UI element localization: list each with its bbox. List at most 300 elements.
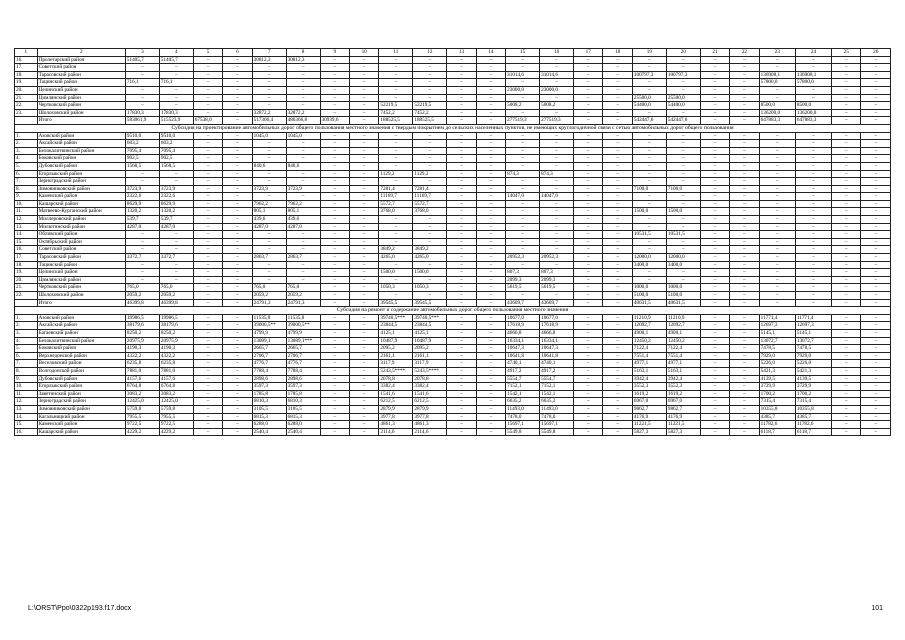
value-cell: 7929,0 bbox=[759, 352, 795, 360]
value-cell: – bbox=[349, 261, 378, 269]
table-row bbox=[15, 109, 891, 117]
value-cell: – bbox=[413, 178, 447, 186]
value-cell: – bbox=[632, 178, 666, 186]
row-number: 5. bbox=[15, 162, 38, 170]
value-cell: – bbox=[506, 147, 540, 155]
value-cell: – bbox=[223, 276, 252, 284]
value-cell: – bbox=[447, 322, 476, 330]
district-name: Дубовский район bbox=[37, 162, 125, 170]
header-cell: 25 bbox=[832, 49, 861, 57]
value-cell: – bbox=[574, 155, 603, 163]
value-cell: – bbox=[320, 284, 349, 292]
value-cell: 38179,6 bbox=[159, 322, 193, 330]
value-cell: – bbox=[700, 398, 729, 406]
row-number: 14. bbox=[15, 231, 38, 239]
header-cell: 26 bbox=[861, 49, 891, 57]
value-cell: 5827,3 bbox=[632, 428, 666, 436]
value-cell: – bbox=[603, 79, 632, 87]
value-cell: 15697,1 bbox=[540, 421, 574, 429]
value-cell: – bbox=[861, 329, 891, 337]
header-cell: 16 bbox=[540, 49, 574, 57]
value-cell: 5554,7 bbox=[540, 375, 574, 383]
value-cell: 7095,4 bbox=[159, 147, 193, 155]
value-cell: – bbox=[540, 185, 574, 193]
value-cell: 13089,1*** bbox=[286, 337, 320, 345]
value-cell: 3400,0 bbox=[666, 261, 700, 269]
value-cell: – bbox=[223, 223, 252, 231]
value-cell: – bbox=[795, 292, 831, 300]
value-cell: 12092,7 bbox=[666, 322, 700, 330]
value-cell: – bbox=[730, 299, 759, 307]
value-cell: – bbox=[795, 254, 831, 262]
value-cell: 4900,1 bbox=[666, 329, 700, 337]
value-cell: 10355,8 bbox=[759, 405, 795, 413]
value-cell: – bbox=[193, 276, 222, 284]
value-cell: 805,1 bbox=[286, 208, 320, 216]
value-cell: 765,0 bbox=[159, 284, 193, 292]
value-cell: – bbox=[506, 140, 540, 148]
value-cell: 11535,8 bbox=[286, 314, 320, 322]
value-cell: 31014,6 bbox=[540, 71, 574, 79]
value-cell: 1700,2 bbox=[795, 390, 831, 398]
value-cell: – bbox=[759, 86, 795, 94]
value-cell: – bbox=[252, 238, 286, 246]
value-cell: 57800,0 bbox=[795, 79, 831, 87]
value-cell: 31014,6 bbox=[506, 71, 540, 79]
row-number: 3. bbox=[15, 329, 38, 337]
value-cell: – bbox=[447, 360, 476, 368]
value-cell: – bbox=[759, 178, 795, 186]
value-cell: – bbox=[730, 216, 759, 224]
value-cell: – bbox=[320, 162, 349, 170]
value-cell: 19986,5 bbox=[159, 314, 193, 322]
value-cell: – bbox=[540, 231, 574, 239]
value-cell: – bbox=[603, 185, 632, 193]
value-cell: – bbox=[476, 86, 505, 94]
value-cell: 1000,0 bbox=[632, 284, 666, 292]
row-number bbox=[15, 117, 38, 125]
value-cell: – bbox=[700, 200, 729, 208]
value-cell: 7478,5 bbox=[759, 345, 795, 353]
table-row bbox=[15, 314, 891, 322]
value-cell: 2099,3 bbox=[540, 276, 574, 284]
value-cell: – bbox=[861, 421, 891, 429]
value-cell: – bbox=[540, 178, 574, 186]
value-cell: – bbox=[193, 261, 222, 269]
value-cell: – bbox=[193, 223, 222, 231]
value-cell: – bbox=[193, 200, 222, 208]
row-number: 21. bbox=[15, 284, 38, 292]
value-cell: – bbox=[730, 79, 759, 87]
value-cell: 11782,6 bbox=[795, 421, 831, 429]
value-cell: – bbox=[832, 314, 861, 322]
value-cell: – bbox=[320, 390, 349, 398]
value-cell: – bbox=[349, 238, 378, 246]
value-cell: 20975,9 bbox=[125, 337, 159, 345]
value-cell: – bbox=[759, 185, 795, 193]
value-cell: – bbox=[861, 162, 891, 170]
value-cell: 2059,2 bbox=[159, 292, 193, 300]
value-cell: – bbox=[413, 292, 447, 300]
district-name: Каменский район bbox=[37, 421, 125, 429]
total-row bbox=[15, 299, 891, 307]
district-name: Веселовский район bbox=[37, 360, 125, 368]
value-cell: – bbox=[447, 216, 476, 224]
row-number: 11. bbox=[15, 390, 38, 398]
value-cell: – bbox=[861, 132, 891, 140]
value-cell: – bbox=[574, 94, 603, 102]
value-cell: – bbox=[700, 375, 729, 383]
value-cell: 6288,0 bbox=[252, 421, 286, 429]
row-number: 4. bbox=[15, 155, 38, 163]
value-cell: – bbox=[759, 155, 795, 163]
value-cell: – bbox=[700, 383, 729, 391]
value-cell: 8500,0 bbox=[759, 102, 795, 110]
table-row bbox=[15, 200, 891, 208]
row-number: 16. bbox=[15, 428, 38, 436]
value-cell: 30939,6 bbox=[320, 117, 349, 125]
value-cell: 2114,6 bbox=[379, 428, 413, 436]
value-cell: – bbox=[349, 71, 378, 79]
value-cell: – bbox=[379, 223, 413, 231]
value-cell: – bbox=[795, 246, 831, 254]
value-cell: 5421,3 bbox=[795, 367, 831, 375]
value-cell: – bbox=[447, 390, 476, 398]
header-cell: 6 bbox=[223, 49, 252, 57]
district-name: Целинский район bbox=[37, 269, 125, 277]
value-cell: – bbox=[700, 208, 729, 216]
value-cell: 3729,9 bbox=[759, 383, 795, 391]
section-caption: Субсидия на проектирование автомобильных дорог общего пользования местного значения с твердым покрытием до сельских населенных пунктов, не имеющих круглогодичной связи с сетью автомобильных дорог общего пользования bbox=[15, 124, 891, 132]
value-cell: 14047,0 bbox=[540, 193, 574, 201]
table-row bbox=[15, 140, 891, 148]
value-cell: – bbox=[759, 284, 795, 292]
value-cell: – bbox=[730, 231, 759, 239]
value-cell: 12697,3 bbox=[759, 322, 795, 330]
value-cell: 4385,7 bbox=[795, 413, 831, 421]
row-number: 20. bbox=[15, 276, 38, 284]
value-cell: – bbox=[730, 360, 759, 368]
value-cell: – bbox=[666, 238, 700, 246]
value-cell: 603,2 bbox=[159, 140, 193, 148]
value-cell: – bbox=[832, 109, 861, 117]
value-cell: 13072,7 bbox=[759, 337, 795, 345]
value-cell: – bbox=[252, 147, 286, 155]
value-cell: – bbox=[700, 254, 729, 262]
value-cell: – bbox=[574, 337, 603, 345]
value-cell: – bbox=[759, 246, 795, 254]
value-cell: 7100,0 bbox=[666, 185, 700, 193]
value-cell: – bbox=[349, 185, 378, 193]
value-cell: – bbox=[379, 155, 413, 163]
value-cell: 5554,7 bbox=[506, 375, 540, 383]
value-cell: – bbox=[603, 94, 632, 102]
value-cell: – bbox=[193, 71, 222, 79]
value-cell: – bbox=[349, 170, 378, 178]
value-cell: – bbox=[320, 329, 349, 337]
value-cell: 3552,3 bbox=[666, 383, 700, 391]
value-cell: 67538,0 bbox=[193, 117, 222, 125]
value-cell: 1568,5 bbox=[125, 162, 159, 170]
district-name: Тацинский район bbox=[37, 79, 125, 87]
district-name: Егорлыкский район bbox=[37, 383, 125, 391]
district-name: Шолоховский район bbox=[37, 109, 125, 117]
value-cell: – bbox=[223, 413, 252, 421]
value-cell: – bbox=[861, 375, 891, 383]
value-cell: 2059,2 bbox=[125, 292, 159, 300]
value-cell: – bbox=[193, 398, 222, 406]
value-cell: – bbox=[349, 329, 378, 337]
value-cell: – bbox=[286, 246, 320, 254]
value-cell: – bbox=[759, 269, 795, 277]
value-cell: 3723,9 bbox=[159, 185, 193, 193]
district-name: Кагальницкий район bbox=[37, 413, 125, 421]
value-cell: 10641,8 bbox=[506, 352, 540, 360]
header-cell: 1 bbox=[15, 49, 38, 57]
value-cell: 3400,0 bbox=[632, 261, 666, 269]
value-cell: 136200,0 bbox=[759, 109, 795, 117]
value-cell: 17618,9 bbox=[506, 322, 540, 330]
value-cell: 3105,5 bbox=[286, 405, 320, 413]
value-cell: 5759,8 bbox=[125, 405, 159, 413]
value-cell: – bbox=[286, 231, 320, 239]
value-cell: – bbox=[349, 276, 378, 284]
value-cell: 11221,5 bbox=[666, 421, 700, 429]
value-cell: – bbox=[700, 193, 729, 201]
value-cell: 2161,1 bbox=[379, 352, 413, 360]
value-cell: – bbox=[730, 276, 759, 284]
value-cell: – bbox=[759, 64, 795, 72]
value-cell: 136200,0 bbox=[795, 109, 831, 117]
value-cell: 2540,4 bbox=[252, 428, 286, 436]
value-cell: 54400,0 bbox=[632, 102, 666, 110]
value-cell: 6967,0 bbox=[632, 398, 666, 406]
value-cell: – bbox=[447, 178, 476, 186]
value-cell: – bbox=[413, 64, 447, 72]
district-name: Чертковский район bbox=[37, 284, 125, 292]
value-cell: – bbox=[447, 193, 476, 201]
value-cell: 188525,5 bbox=[379, 117, 413, 125]
value-cell: – bbox=[574, 109, 603, 117]
value-cell: 7551,4 bbox=[632, 352, 666, 360]
value-cell: 5619,5 bbox=[540, 284, 574, 292]
value-cell: – bbox=[379, 292, 413, 300]
district-name: Боковский район bbox=[37, 155, 125, 163]
value-cell: – bbox=[447, 246, 476, 254]
value-cell: – bbox=[125, 102, 159, 110]
value-cell: – bbox=[666, 162, 700, 170]
value-cell: 807,3 bbox=[540, 269, 574, 277]
value-cell: – bbox=[832, 284, 861, 292]
value-cell: – bbox=[795, 86, 831, 94]
value-cell: – bbox=[730, 223, 759, 231]
value-cell: 4917,2 bbox=[540, 367, 574, 375]
value-cell: 3552,3 bbox=[632, 383, 666, 391]
value-cell: – bbox=[700, 178, 729, 186]
value-cell: 19986,5 bbox=[125, 314, 159, 322]
value-cell: – bbox=[730, 109, 759, 117]
value-cell: – bbox=[730, 193, 759, 201]
value-cell: 13089,1 bbox=[252, 337, 286, 345]
value-cell: – bbox=[159, 269, 193, 277]
value-cell: – bbox=[666, 140, 700, 148]
value-cell: 5008,2 bbox=[506, 102, 540, 110]
value-cell: – bbox=[193, 94, 222, 102]
value-cell: – bbox=[476, 56, 505, 64]
value-cell: 2322,6 bbox=[125, 193, 159, 201]
value-cell: – bbox=[603, 413, 632, 421]
value-cell: – bbox=[223, 170, 252, 178]
value-cell: – bbox=[223, 398, 252, 406]
value-cell: – bbox=[832, 322, 861, 330]
value-cell: – bbox=[730, 117, 759, 125]
value-cell: 902,5 bbox=[125, 155, 159, 163]
section-caption-row bbox=[15, 124, 891, 132]
value-cell: – bbox=[795, 261, 831, 269]
value-cell: – bbox=[632, 109, 666, 117]
value-cell: – bbox=[159, 231, 193, 239]
value-cell: – bbox=[286, 261, 320, 269]
value-cell: – bbox=[223, 162, 252, 170]
value-cell: 6118,7 bbox=[795, 428, 831, 436]
value-cell: – bbox=[574, 185, 603, 193]
value-cell: – bbox=[320, 223, 349, 231]
value-cell: – bbox=[574, 360, 603, 368]
value-cell: – bbox=[861, 413, 891, 421]
value-cell: – bbox=[832, 223, 861, 231]
value-cell: 486366,8 bbox=[286, 117, 320, 125]
value-cell: – bbox=[447, 345, 476, 353]
value-cell: 6810,3 bbox=[252, 398, 286, 406]
value-cell: 7100,0 bbox=[632, 185, 666, 193]
value-cell: – bbox=[603, 405, 632, 413]
value-cell: – bbox=[700, 428, 729, 436]
value-cell: 902,5 bbox=[159, 155, 193, 163]
value-cell: – bbox=[700, 147, 729, 155]
value-cell: – bbox=[320, 375, 349, 383]
value-cell: – bbox=[861, 314, 891, 322]
value-cell: – bbox=[861, 102, 891, 110]
value-cell: 11771,4 bbox=[759, 314, 795, 322]
value-cell: 10531,5 bbox=[632, 231, 666, 239]
value-cell: – bbox=[603, 216, 632, 224]
value-cell: – bbox=[223, 155, 252, 163]
value-cell: – bbox=[349, 421, 378, 429]
header-row bbox=[15, 49, 891, 57]
value-cell: 12000,0 bbox=[666, 254, 700, 262]
value-cell: – bbox=[700, 71, 729, 79]
header-cell: 23 bbox=[759, 49, 795, 57]
value-cell: – bbox=[506, 216, 540, 224]
value-cell: – bbox=[861, 216, 891, 224]
value-cell: 2879,9 bbox=[413, 405, 447, 413]
value-cell: 46399,8 bbox=[125, 299, 159, 307]
value-cell: – bbox=[832, 231, 861, 239]
value-cell: – bbox=[286, 269, 320, 277]
value-cell: – bbox=[603, 155, 632, 163]
value-cell: 6815,3 bbox=[286, 413, 320, 421]
value-cell: – bbox=[193, 367, 222, 375]
value-cell: – bbox=[320, 231, 349, 239]
value-cell: 4157,6 bbox=[125, 375, 159, 383]
value-cell: – bbox=[349, 223, 378, 231]
value-cell: – bbox=[832, 261, 861, 269]
value-cell: – bbox=[447, 117, 476, 125]
value-cell: – bbox=[476, 170, 505, 178]
value-cell: – bbox=[476, 352, 505, 360]
value-cell: – bbox=[447, 261, 476, 269]
value-cell: – bbox=[832, 200, 861, 208]
value-cell: – bbox=[700, 329, 729, 337]
value-cell: 12000,0 bbox=[632, 254, 666, 262]
value-cell: – bbox=[832, 428, 861, 436]
value-cell: 647883,3 bbox=[795, 117, 831, 125]
district-name: Тацинский район bbox=[37, 261, 125, 269]
value-cell: – bbox=[379, 238, 413, 246]
district-name: Кашарский район bbox=[37, 200, 125, 208]
value-cell: 277519,3 bbox=[506, 117, 540, 125]
value-cell: 1619,2 bbox=[666, 390, 700, 398]
value-cell: – bbox=[861, 299, 891, 307]
value-cell: 2863,7 bbox=[286, 254, 320, 262]
value-cell: – bbox=[540, 140, 574, 148]
value-cell: – bbox=[700, 246, 729, 254]
value-cell: – bbox=[447, 284, 476, 292]
value-cell: 3382,4 bbox=[413, 383, 447, 391]
value-cell: 2059,2 bbox=[252, 292, 286, 300]
value-cell: – bbox=[730, 56, 759, 64]
header-cell: 8 bbox=[286, 49, 320, 57]
value-cell: – bbox=[193, 360, 222, 368]
value-cell: – bbox=[286, 102, 320, 110]
value-cell: – bbox=[795, 147, 831, 155]
value-cell: – bbox=[861, 322, 891, 330]
table-row bbox=[15, 345, 891, 353]
value-cell: – bbox=[349, 398, 378, 406]
value-cell: 3597,3 bbox=[252, 383, 286, 391]
value-cell: 9722,5 bbox=[159, 421, 193, 429]
value-cell: – bbox=[759, 147, 795, 155]
value-cell: – bbox=[125, 246, 159, 254]
table-row bbox=[15, 269, 891, 277]
value-cell: 46399,8 bbox=[159, 299, 193, 307]
value-cell: – bbox=[320, 322, 349, 330]
value-cell: – bbox=[632, 79, 666, 87]
value-cell: – bbox=[223, 79, 252, 87]
value-cell: – bbox=[574, 405, 603, 413]
header-cell: 19 bbox=[632, 49, 666, 57]
value-cell: – bbox=[320, 292, 349, 300]
row-number: 18. bbox=[15, 71, 38, 79]
value-cell: – bbox=[700, 64, 729, 72]
table-row bbox=[15, 231, 891, 239]
value-cell: – bbox=[252, 79, 286, 87]
value-cell: – bbox=[574, 223, 603, 231]
value-cell: – bbox=[603, 238, 632, 246]
value-cell: 2322,6 bbox=[159, 193, 193, 201]
value-cell: – bbox=[730, 428, 759, 436]
value-cell: – bbox=[603, 170, 632, 178]
district-name: Чертковский район bbox=[37, 102, 125, 110]
value-cell: – bbox=[193, 292, 222, 300]
value-cell: – bbox=[832, 345, 861, 353]
value-cell: 716,1 bbox=[159, 79, 193, 87]
value-cell: – bbox=[832, 329, 861, 337]
district-name: Тарасовский район bbox=[37, 71, 125, 79]
value-cell: – bbox=[730, 254, 759, 262]
value-cell: – bbox=[795, 56, 831, 64]
value-cell: – bbox=[666, 200, 700, 208]
